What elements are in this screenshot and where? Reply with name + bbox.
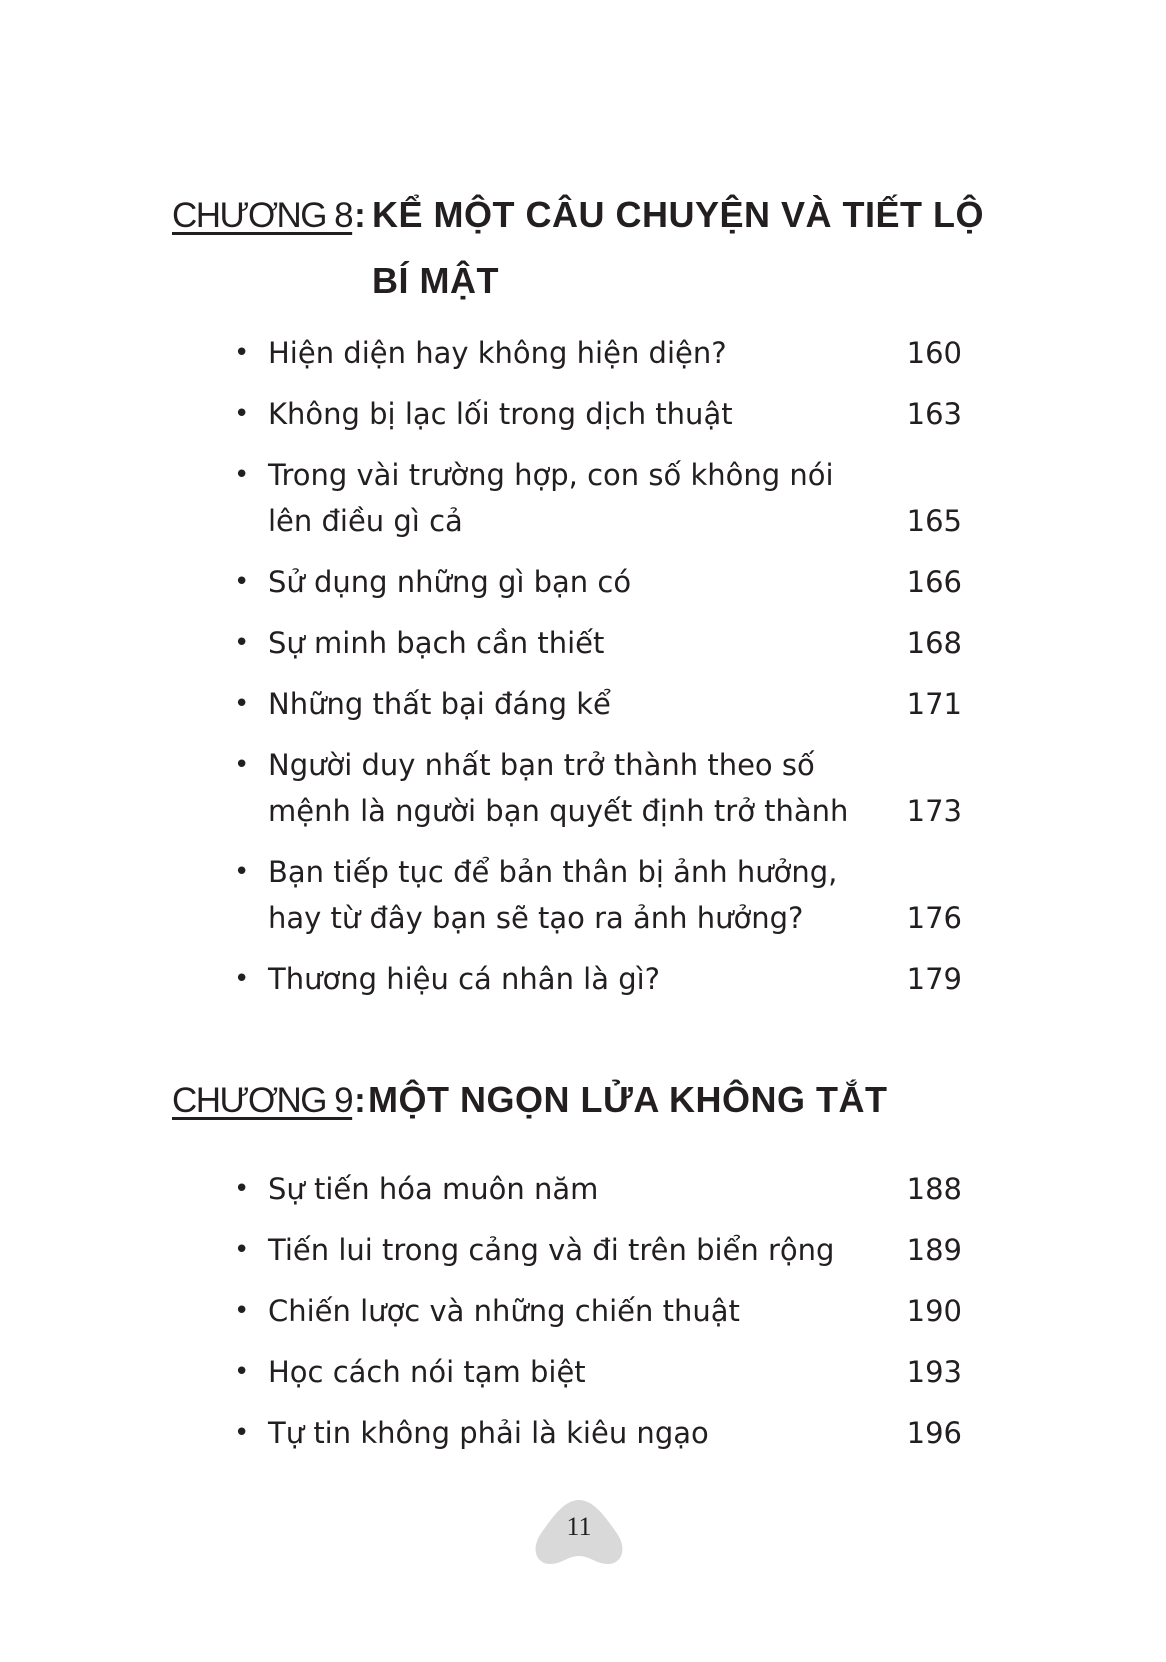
bullet-icon: • <box>234 1174 250 1204</box>
chapter-8-entries <box>232 330 962 1017</box>
toc-entry-title: Tiến lui trong cảng và đi trên biển rộng <box>268 1233 835 1267</box>
toc-entry-page: 189 <box>906 1233 962 1267</box>
bullet-icon: • <box>234 750 250 780</box>
toc-entry[interactable] <box>232 1227 962 1273</box>
bullet-icon: • <box>234 1296 250 1326</box>
bullet-icon: • <box>234 567 250 597</box>
toc-entry-page: 196 <box>906 1416 962 1450</box>
chapter-9-heading <box>172 1081 1072 1141</box>
toc-entry-title: Chiến lược và những chiến thuật <box>268 1294 740 1328</box>
chapter-8-label-text: CHƯƠNG 8 <box>172 196 353 235</box>
toc-entry[interactable] <box>232 1288 962 1334</box>
chapter-9-colon: : <box>354 1081 365 1120</box>
bullet-icon: • <box>234 964 250 994</box>
bullet-icon: • <box>234 689 250 719</box>
toc-entry[interactable] <box>232 391 962 437</box>
toc-entry-title: Người duy nhất bạn trở thành theo số mệnh là người bạn quyết định trở thành <box>268 748 849 828</box>
toc-entry-title: Không bị lạc lối trong dịch thuật <box>268 397 733 431</box>
chapter-8-title-line-2: BÍ MẬT <box>372 260 499 301</box>
toc-entry-page: 193 <box>906 1355 962 1389</box>
toc-entry-title: Những thất bại đáng kể <box>268 687 611 721</box>
toc-entry[interactable] <box>232 742 962 834</box>
toc-entry[interactable] <box>232 559 962 605</box>
chapter-8-title-line-1: KỂ MỘT CÂU CHUYỆN VÀ TIẾT LỘ <box>372 194 985 235</box>
bullet-icon: • <box>234 1357 250 1387</box>
toc-entry-page: 179 <box>906 962 962 996</box>
toc-entry[interactable] <box>232 620 962 666</box>
chapter-9-label-text: CHƯƠNG 9 <box>172 1081 353 1120</box>
toc-entry-page: 160 <box>906 336 962 370</box>
toc-entry[interactable] <box>232 452 962 544</box>
bullet-icon: • <box>234 628 250 658</box>
page-number: 11 <box>566 1512 592 1541</box>
toc-entry-page: 163 <box>906 397 962 431</box>
chapter-8-colon: : <box>354 196 365 235</box>
chapter-8-label <box>172 196 364 236</box>
chapter-9-entries <box>232 1166 962 1471</box>
toc-entry-title: Sự minh bạch cần thiết <box>268 626 605 660</box>
toc-entry-page: 171 <box>906 687 962 721</box>
toc-entry-title: Hiện diện hay không hiện diện? <box>268 336 727 370</box>
toc-entry-title: Trong vài trường hợp, con số không nói lên điều gì cả <box>268 458 834 538</box>
toc-entry-title: Học cách nói tạm biệt <box>268 1355 586 1389</box>
page-number-badge <box>534 1500 624 1566</box>
chapter-9-label <box>172 1081 364 1121</box>
bullet-icon: • <box>234 857 250 887</box>
bullet-icon: • <box>234 338 250 368</box>
bullet-icon: • <box>234 399 250 429</box>
toc-entry-title: Sử dụng những gì bạn có <box>268 565 632 599</box>
toc-entry-title: Sự tiến hóa muôn năm <box>268 1172 599 1206</box>
toc-entry[interactable] <box>232 956 962 1002</box>
toc-entry[interactable] <box>232 849 962 941</box>
toc-entry[interactable] <box>232 681 962 727</box>
toc-entry[interactable] <box>232 1349 962 1395</box>
toc-entry-title: Thương hiệu cá nhân là gì? <box>268 962 661 996</box>
toc-entry-title: Bạn tiếp tục để bản thân bị ảnh hưởng, hay từ đây bạn sẽ tạo ra ảnh hưởng? <box>268 855 838 935</box>
chapter-9-title-line-1: MỘT NGỌN LỬA KHÔNG TẮT <box>368 1079 888 1120</box>
toc-entry-page: 168 <box>906 626 962 660</box>
bullet-icon: • <box>234 1235 250 1265</box>
toc-entry[interactable] <box>232 1166 962 1212</box>
toc-entry-page: 176 <box>906 901 962 935</box>
toc-entry-page: 165 <box>906 504 962 538</box>
toc-entry-title: Tự tin không phải là kiêu ngạo <box>268 1416 709 1450</box>
toc-entry-page: 188 <box>906 1172 962 1206</box>
bullet-icon: • <box>234 460 250 490</box>
toc-entry[interactable] <box>232 1410 962 1456</box>
chapter-8-title <box>372 182 984 314</box>
toc-entry[interactable] <box>232 330 962 376</box>
chapter-9-title <box>368 1067 887 1133</box>
toc-entry-page: 190 <box>906 1294 962 1328</box>
chapter-8-heading <box>172 196 1072 306</box>
bullet-icon: • <box>234 1418 250 1448</box>
toc-entry-page: 166 <box>906 565 962 599</box>
toc-entry-page: 173 <box>906 794 962 828</box>
